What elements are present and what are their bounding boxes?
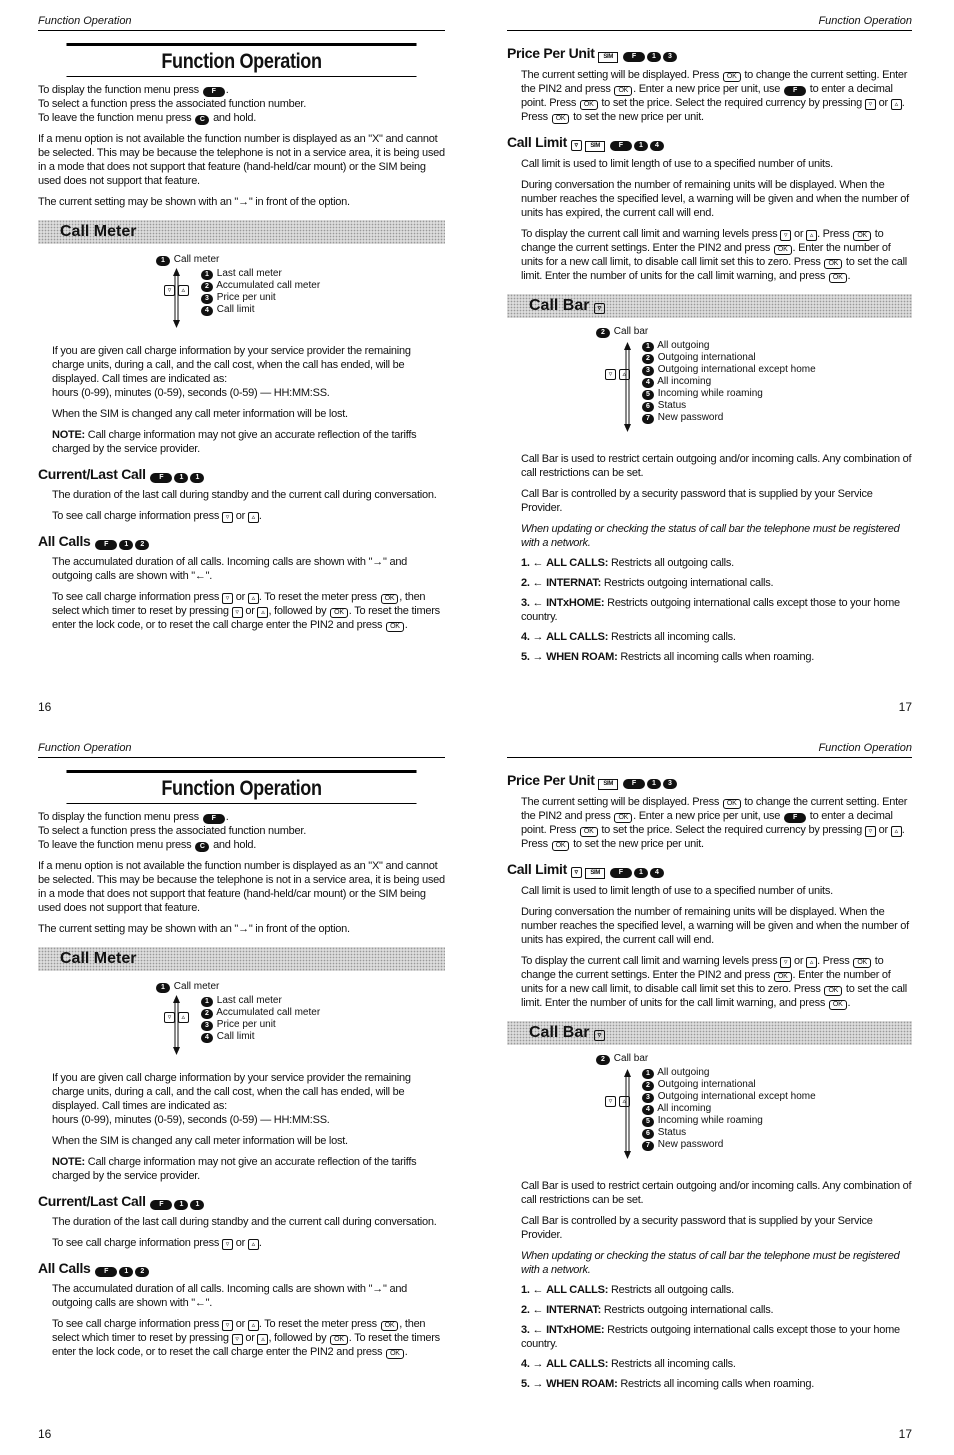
list-item: 3. ← INTxHOME: Restricts outgoing international calls except those to your home country.	[521, 597, 900, 623]
menu-item: 2 Accumulated call meter	[200, 280, 320, 292]
page-number: 16	[38, 700, 52, 714]
scroll-up-key-icon: ▵	[891, 826, 902, 837]
menu-item: 7 New password	[641, 1139, 816, 1151]
current-last-call-heading: Current/Last Call F 1 1	[38, 1193, 445, 1210]
scroll-down-key-icon: ▿	[865, 99, 876, 110]
page-title: Function Operation	[66, 770, 416, 804]
scroll-down-key-icon: ▿	[780, 957, 791, 968]
scroll-up-key-icon: ▵	[257, 607, 268, 618]
page-number: 17	[898, 1427, 912, 1441]
menu-item: 3 Price per unit	[200, 1019, 320, 1031]
menu-availability-text: If a menu option is not available the function number is displayed as an "X" and cannot be selected. This may be because the telephone is not in a service area, it is being used in a mode that does not support that feature (hand-held/car mount) or the SIM being used does not support that feature.	[38, 860, 445, 914]
menu-item: 4 Call limit	[200, 1031, 320, 1043]
scroll-up-key-icon: ▵	[248, 1320, 259, 1331]
list-item: 2. ← INTERNAT: Restricts outgoing international calls.	[521, 1304, 774, 1316]
list-item: 1. ← ALL CALLS: Restricts all outgoing calls.	[521, 1284, 734, 1296]
scroll-down-key-icon: ▿	[222, 1239, 233, 1250]
call-meter-menu	[38, 254, 445, 334]
current-setting-text: The current setting may be shown with an "→" in front of the option.	[38, 923, 350, 935]
nav-keys	[164, 1011, 189, 1023]
running-head: Function Operation	[507, 0, 912, 31]
menu-item: 4 All incoming	[641, 376, 816, 388]
page-number: 17	[898, 700, 912, 714]
page-16: Function Operation Function Operation To display the function menu press F . To select a function press the associated function number. To leave the function menu press C and hold. If a menu option is not available the function number is displayed as an "X" and cannot be selected. This may be because the telephone is not in a service area, it is being used in a mode that does not support that feature (hand-held/car mount) or the SIM being used does not support that feature. The current setting may be shown with an "→" in front of the option. Call Meter 1 Call meter ▿ ▵ 1 Last call meter 2 Accumulated call meter 3 Price per unit 4 Call limit If you are given call charge information by your service provider the remaining charge units, during a call, and the call cost, when the call has ended, will be displayed. Call times are indicated as: hours (0-99), minutes (0-59), seconds (0-59) — HH:MM:SS. When the SIM is changed any call meter information will be lost. NOTE: Call charge information may not give an accurate reflection of the tariffs charged by the service provider. Current/Last Call F 1 1 The duration of the last call during standby and the current call during conversation. To see call charge information press ▿ or ▵ . All Calls F 1 2 The accumulated duration of all calls. Incoming calls are shown with "→" and outgoing calls are shown with "←". To see call charge information press ▿ or ▵ . To reset the meter press OK , then select which timer to reset by pressing ▿ or ▵ , followed by OK . To reset the timers enter the lock code, or to reset the call charge enter the PIN2 and press OK .	[38, 0, 445, 632]
scroll-down-key-icon: ▿	[594, 1030, 605, 1041]
sim-card-icon: SIM	[598, 52, 618, 63]
running-head: Function Operation	[38, 0, 445, 31]
menu-item: 2 Outgoing international	[641, 1079, 816, 1091]
scroll-down-key-icon: ▿	[605, 1096, 616, 1107]
scroll-down-key-icon: ▿	[571, 140, 582, 151]
scroll-up-key-icon: ▵	[806, 957, 817, 968]
scroll-up-key-icon: ▵	[178, 285, 189, 296]
c-key-icon: C	[195, 115, 209, 125]
menu-root: 2 Call bar	[595, 1053, 648, 1065]
intro: To display the function menu press F . To select a function press the associated function number. To leave the function menu press C and hold.	[38, 811, 306, 851]
menu-items	[641, 340, 816, 424]
ok-key-icon: OK	[381, 1321, 399, 1331]
list-item: 3. ← INTxHOME: Restricts outgoing international calls except those to your home country.	[521, 1324, 900, 1350]
scroll-down-key-icon: ▿	[605, 369, 616, 380]
list-item: 1. ← ALL CALLS: Restricts all outgoing calls.	[521, 557, 734, 569]
call-meter-body: If you are given call charge information by your service provider the remaining charge units, during a call, and the call cost, when the call has ended, will be displayed. Call times are indicated as: hours (0-99), minutes (0-59), seconds (0-59) — HH:MM:SS. When the SIM is changed any call meter information will be lost. NOTE: Call charge information may not give an accurate reflection of the tariffs charged by the service provider.	[52, 1072, 417, 1182]
scroll-down-key-icon: ▿	[164, 285, 175, 296]
scroll-up-key-icon: ▵	[178, 1012, 189, 1023]
scroll-up-key-icon: ▵	[248, 1239, 259, 1250]
menu-item: 6 Status	[641, 400, 816, 412]
key-1-icon: 1	[156, 256, 170, 266]
up-down-arrow-icon	[619, 342, 633, 432]
call-bar-list	[521, 556, 912, 664]
running-head: Function Operation	[507, 727, 912, 758]
menu-item: 3 Price per unit	[200, 292, 320, 304]
running-head: Function Operation	[38, 727, 445, 758]
up-down-arrow-icon	[168, 268, 182, 328]
list-item: 5. → WHEN ROAM: Restricts all incoming calls when roaming.	[521, 651, 814, 663]
list-item: 5. → WHEN ROAM: Restricts all incoming calls when roaming.	[521, 1378, 814, 1390]
key-1-icon: 1	[156, 983, 170, 993]
scroll-up-key-icon: ▵	[891, 99, 902, 110]
scroll-up-key-icon: ▵	[248, 593, 259, 604]
call-meter-menu	[38, 981, 445, 1061]
menu-item: 1 All outgoing	[641, 1067, 816, 1079]
scroll-up-key-icon: ▵	[619, 1096, 630, 1107]
menu-items	[200, 268, 320, 316]
list-item: 2. ← INTERNAT: Restricts outgoing international calls.	[521, 577, 774, 589]
call-meter-banner: Call Meter	[38, 947, 445, 971]
call-limit-heading: Call Limit ▿ SIM F 1 4	[507, 861, 912, 879]
menu-items	[200, 995, 320, 1043]
scroll-up-key-icon: ▵	[806, 230, 817, 241]
price-per-unit-heading: Price Per Unit SIM F 1 3	[507, 772, 912, 790]
current-setting-text: The current setting may be shown with an "→" in front of the option.	[38, 196, 350, 208]
nav-keys	[164, 284, 189, 296]
menu-item: 7 New password	[641, 412, 816, 424]
f-key-icon: F	[203, 87, 225, 97]
scroll-down-key-icon: ▿	[222, 512, 233, 523]
page-17: Function Operation Price Per Unit SIM F 1 3 The current setting will be displayed. Press OK to change the current setting. Enter the PIN2 and press OK . Enter a new price per unit, use F to enter a decimal point. Press OK to set the price. Select the required currency by pressing ▿ or ▵ . Press OK to set the new price per unit. Call Limit ▿ SIM F 1 4 Call limit is used to limit length of use to a specified number of units. During conversation the number of remaining units will be displayed. When the number reaches the specified level, a warning will be given and when the number of units has expired, the current call will end. To display the current call limit and warning levels press ▿ or ▵ . Press OK to change the current settings. Enter the PIN2 and press OK . Enter the number of units for a new call limit, to disable call limit set this to zero. Press OK to set the call limit. Enter the number of units for the call limit warning, and press OK . Call Bar ▿ 2 Call bar ▿ ▵ 1 All outgoing 2 Outgoing international 3 Outgoing international except home 4 All incoming 5 Incoming while roaming 6 Status 7 New password Call Bar is used to restrict certain outgoing and/or incoming calls. Any combination of call restrictions can be set. Call Bar is controlled by a security password that is supplied by your Service Provider. When updating or checking the status of call bar the telephone must be registered with a network. 1. ← ALL CALLS: Restricts all outgoing calls. 2. ← INTERNAT: Restricts outgoing international calls. 3. ← INTxHOME: Restricts outgoing international calls except those to your home country. 4. → ALL CALLS: Restricts all incoming calls. 5. → WHEN ROAM: Restricts all incoming calls when roaming.	[507, 0, 912, 664]
scroll-down-key-icon: ▿	[222, 593, 233, 604]
call-bar-list	[521, 1283, 912, 1391]
menu-item: 2 Outgoing international	[641, 352, 816, 364]
nav-keys	[605, 1095, 630, 1107]
up-down-arrow-icon	[168, 995, 182, 1055]
scroll-down-key-icon: ▿	[232, 607, 243, 618]
page-17: Function Operation Price Per Unit SIM F 1 3 The current setting will be displayed. Press OK to change the current setting. Enter the PIN2 and press OK . Enter a new price per unit, use F to enter a decimal point. Press OK to set the price. Select the required currency by pressing ▿ or ▵ . Press OK to set the new price per unit. Call Limit ▿ SIM F 1 4 Call limit is used to limit length of use to a specified number of units. During conversation the number of remaining units will be displayed. When the number reaches the specified level, a warning will be given and when the number of units has expired, the current call will end. To display the current call limit and warning levels press ▿ or ▵ . Press OK to change the current settings. Enter the PIN2 and press OK . Enter the number of units for a new call limit, to disable call limit set this to zero. Press OK to set the call limit. Enter the number of units for the call limit warning, and press OK . Call Bar ▿ 2 Call bar ▿ ▵ 1 All outgoing 2 Outgoing international 3 Outgoing international except home 4 All incoming 5 Incoming while roaming 6 Status 7 New password Call Bar is used to restrict certain outgoing and/or incoming calls. Any combination of call restrictions can be set. Call Bar is controlled by a security password that is supplied by your Service Provider. When updating or checking the status of call bar the telephone must be registered with a network. 1. ← ALL CALLS: Restricts all outgoing calls. 2. ← INTERNAT: Restricts outgoing international calls. 3. ← INTxHOME: Restricts outgoing international calls except those to your home country. 4. → ALL CALLS: Restricts all incoming calls. 5. → WHEN ROAM: Restricts all incoming calls when roaming.	[507, 727, 912, 1391]
menu-item: 2 Accumulated call meter	[200, 1007, 320, 1019]
ok-key-icon: OK	[381, 594, 399, 604]
page-16: Function Operation Function Operation To display the function menu press F . To select a function press the associated function number. To leave the function menu press C and hold. If a menu option is not available the function number is displayed as an "X" and cannot be selected. This may be because the telephone is not in a service area, it is being used in a mode that does not support that feature (hand-held/car mount) or the SIM being used does not support that feature. The current setting may be shown with an "→" in front of the option. Call Meter 1 Call meter ▿ ▵ 1 Last call meter 2 Accumulated call meter 3 Price per unit 4 Call limit If you are given call charge information by your service provider the remaining charge units, during a call, and the call cost, when the call has ended, will be displayed. Call times are indicated as: hours (0-99), minutes (0-59), seconds (0-59) — HH:MM:SS. When the SIM is changed any call meter information will be lost. NOTE: Call charge information may not give an accurate reflection of the tariffs charged by the service provider. Current/Last Call F 1 1 The duration of the last call during standby and the current call during conversation. To see call charge information press ▿ or ▵ . All Calls F 1 2 The accumulated duration of all calls. Incoming calls are shown with "→" and outgoing calls are shown with "←". To see call charge information press ▿ or ▵ . To reset the meter press OK , then select which timer to reset by pressing ▿ or ▵ , followed by OK . To reset the timers enter the lock code, or to reset the call charge enter the PIN2 and press OK .	[38, 727, 445, 1359]
intro: To display the function menu press F . To select a function press the associated function number. To leave the function menu press C and hold.	[38, 84, 306, 124]
call-bar-menu	[507, 326, 912, 452]
menu-root: 1 Call meter	[155, 981, 219, 993]
menu-root: 2 Call bar	[595, 326, 648, 338]
page-number: 16	[38, 1427, 52, 1441]
scroll-down-key-icon: ▿	[780, 230, 791, 241]
spread-top	[0, 0, 954, 727]
menu-item: 3 Outgoing international except home	[641, 364, 816, 376]
scroll-up-key-icon: ▵	[619, 369, 630, 380]
menu-item: 1 All outgoing	[641, 340, 816, 352]
list-item: 4. → ALL CALLS: Restricts all incoming calls.	[521, 1358, 736, 1370]
current-last-call-heading: Current/Last Call F 1 1	[38, 466, 445, 483]
menu-item: 5 Incoming while roaming	[641, 388, 816, 400]
scroll-up-key-icon: ▵	[257, 1334, 268, 1345]
menu-item: 4 Call limit	[200, 304, 320, 316]
menu-item: 6 Status	[641, 1127, 816, 1139]
all-calls-heading: All Calls F 1 2	[38, 533, 445, 550]
scroll-down-key-icon: ▿	[594, 303, 605, 314]
scroll-down-key-icon: ▿	[232, 1334, 243, 1345]
call-bar-banner: Call Bar ▿	[507, 294, 912, 318]
call-bar-menu	[507, 1053, 912, 1179]
menu-root: 1 Call meter	[155, 254, 219, 266]
up-down-arrow-icon	[619, 1069, 633, 1159]
menu-item: 5 Incoming while roaming	[641, 1115, 816, 1127]
call-meter-body: If you are given call charge information by your service provider the remaining charge units, during a call, and the call cost, when the call has ended, will be displayed. Call times are indicated as: hours (0-99), minutes (0-59), seconds (0-59) — HH:MM:SS. When the SIM is changed any call meter information will be lost. NOTE: Call charge information may not give an accurate reflection of the tariffs charged by the service provider.	[52, 345, 417, 455]
all-calls-heading: All Calls F 1 2	[38, 1260, 445, 1277]
scroll-down-key-icon: ▿	[571, 867, 582, 878]
call-meter-banner: Call Meter	[38, 220, 445, 244]
menu-item: 4 All incoming	[641, 1103, 816, 1115]
scroll-down-key-icon: ▿	[222, 1320, 233, 1331]
menu-item: 3 Outgoing international except home	[641, 1091, 816, 1103]
spread-bottom	[0, 727, 954, 1454]
call-bar-banner: Call Bar ▿	[507, 1021, 912, 1045]
c-key-icon: C	[195, 842, 209, 852]
menu-availability-text: If a menu option is not available the function number is displayed as an "X" and cannot be selected. This may be because the telephone is not in a service area, it is being used in a mode that does not support that feature (hand-held/car mount) or the SIM being used does not support that feature.	[38, 133, 445, 187]
nav-keys	[605, 368, 630, 380]
scroll-up-key-icon: ▵	[248, 512, 259, 523]
call-limit-heading: Call Limit ▿ SIM F 1 4	[507, 134, 912, 152]
page-title: Function Operation	[66, 43, 416, 77]
f-key-icon: F	[203, 814, 225, 824]
price-per-unit-heading: Price Per Unit SIM F 1 3	[507, 45, 912, 63]
list-item: 4. → ALL CALLS: Restricts all incoming calls.	[521, 631, 736, 643]
scroll-down-key-icon: ▿	[164, 1012, 175, 1023]
menu-items	[641, 1067, 816, 1151]
scroll-down-key-icon: ▿	[865, 826, 876, 837]
sim-card-icon: SIM	[598, 779, 618, 790]
menu-item: 1 Last call meter	[200, 995, 320, 1007]
menu-item: 1 Last call meter	[200, 268, 320, 280]
